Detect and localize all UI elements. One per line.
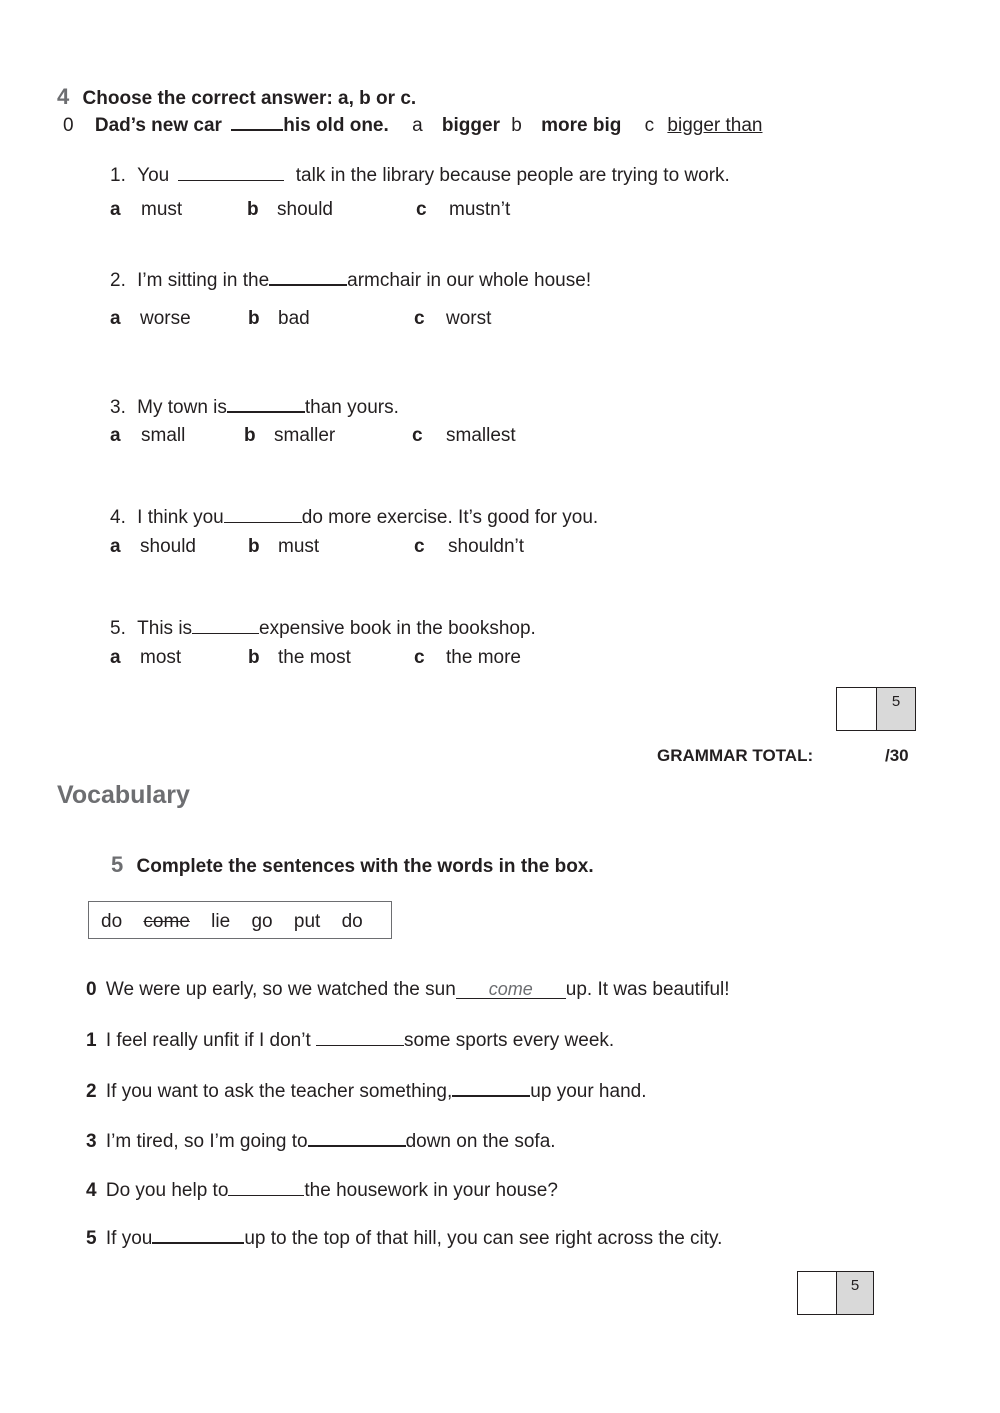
sentence-0-number: 0 xyxy=(86,979,97,1000)
word-do-2: do xyxy=(341,911,363,932)
exercise-4-header xyxy=(57,84,416,110)
sentence-5-blank[interactable] xyxy=(152,1226,244,1244)
question-3 xyxy=(110,395,399,419)
exercise-4-number: 4 xyxy=(57,84,70,109)
question-4-text-after: do more exercise. It’s good for you. xyxy=(301,507,599,528)
example-number: 0 xyxy=(63,115,74,136)
q1-option-b-label: b xyxy=(247,199,259,220)
example-option-a-label: a xyxy=(412,115,423,136)
word-put: put xyxy=(293,911,321,932)
sentence-2 xyxy=(86,1079,646,1103)
q2-option-b[interactable]: bad xyxy=(278,308,310,329)
vocabulary-heading: Vocabulary xyxy=(57,781,190,809)
sentence-5-number: 5 xyxy=(86,1228,97,1249)
sentence-2-number: 2 xyxy=(86,1081,97,1102)
sentence-3-number: 3 xyxy=(86,1131,97,1152)
sentence-0-answer: come xyxy=(456,980,566,999)
question-5 xyxy=(110,617,536,640)
question-1-text-after: talk in the library because people are trying to work. xyxy=(295,165,730,186)
q5-option-a[interactable]: most xyxy=(140,647,182,668)
exercise-4-score-box xyxy=(836,687,916,731)
q5-option-c[interactable]: the more xyxy=(446,647,521,668)
sentence-2-before: If you want to ask the teacher something, xyxy=(105,1081,453,1102)
q3-option-a-label: a xyxy=(110,425,121,446)
q1-option-b[interactable]: should xyxy=(277,199,333,220)
word-lie: lie xyxy=(211,911,231,932)
example-option-b: more big xyxy=(541,115,622,136)
q4-option-a[interactable]: should xyxy=(140,536,196,557)
q2-option-a[interactable]: worse xyxy=(140,308,191,329)
score-max: 5 xyxy=(876,688,915,730)
question-3-blank[interactable] xyxy=(227,395,305,413)
example-option-c-answer: bigger than xyxy=(667,115,763,136)
question-3-text-before: My town is xyxy=(137,397,227,418)
example-blank xyxy=(231,113,283,131)
sentence-2-after: up your hand. xyxy=(530,1081,647,1102)
sentence-1-number: 1 xyxy=(86,1030,97,1051)
question-5-blank[interactable] xyxy=(192,617,259,634)
question-3-number: 3. xyxy=(110,397,126,418)
example-option-c-label: c xyxy=(644,115,655,136)
question-1-text-before: You xyxy=(137,165,170,186)
word-come-crossed: come xyxy=(143,911,190,932)
example-option-a: bigger xyxy=(441,115,500,136)
sentence-1-after: some sports every week. xyxy=(404,1030,615,1051)
q3-option-c-label: c xyxy=(412,425,423,446)
sentence-0 xyxy=(86,979,730,1001)
q5-option-c-label: c xyxy=(414,647,425,668)
word-do-1: do xyxy=(101,911,123,932)
word-box xyxy=(88,901,392,939)
question-2-blank[interactable] xyxy=(269,268,347,286)
question-5-text-before: This is xyxy=(137,618,193,639)
question-5-text-after: expensive book in the bookshop. xyxy=(259,618,536,639)
exercise-5-score-box xyxy=(797,1271,874,1315)
q3-option-b[interactable]: smaller xyxy=(274,425,336,446)
score-entry-cell[interactable] xyxy=(837,688,876,730)
example-stem-before: Dad’s new car xyxy=(94,115,222,136)
q2-option-a-label: a xyxy=(110,308,121,329)
sentence-4 xyxy=(86,1179,558,1202)
question-2-number: 2. xyxy=(110,270,126,291)
question-2 xyxy=(110,268,591,292)
q4-option-c[interactable]: shouldn’t xyxy=(448,536,525,557)
sentence-4-number: 4 xyxy=(86,1180,97,1201)
q1-option-a-label: a xyxy=(110,199,121,220)
q3-option-c[interactable]: smallest xyxy=(446,425,516,446)
question-4-blank[interactable] xyxy=(224,506,302,523)
q4-option-a-label: a xyxy=(110,536,121,557)
exercise-5-instruction: Complete the sentences with the words in the box. xyxy=(136,856,594,877)
question-5-number: 5. xyxy=(110,618,126,639)
sentence-4-after: the housework in your house? xyxy=(304,1180,558,1201)
grammar-total-label: GRAMMAR TOTAL: xyxy=(657,746,814,765)
sentence-5-after: up to the top of that hill, you can see right across the city. xyxy=(244,1228,723,1249)
q1-option-c[interactable]: mustn’t xyxy=(449,199,511,220)
exercise-5-number: 5 xyxy=(111,852,124,877)
sentence-1-blank[interactable] xyxy=(316,1029,404,1046)
q1-option-c-label: c xyxy=(416,199,427,220)
q2-option-b-label: b xyxy=(248,308,260,329)
question-3-text-after: than yours. xyxy=(304,397,399,418)
q5-option-b-label: b xyxy=(248,647,260,668)
q5-option-b[interactable]: the most xyxy=(278,647,351,668)
sentence-3-before: I’m tired, so I’m going to xyxy=(105,1131,308,1152)
sentence-4-before: Do you help to xyxy=(105,1180,229,1201)
q2-option-c[interactable]: worst xyxy=(446,308,492,329)
q3-option-b-label: b xyxy=(244,425,256,446)
question-4-number: 4. xyxy=(110,507,126,528)
sentence-3-blank[interactable] xyxy=(308,1129,406,1147)
example-question xyxy=(63,113,763,137)
q4-option-b[interactable]: must xyxy=(278,536,320,557)
sentence-0-before: We were up early, so we watched the sun xyxy=(105,979,456,1000)
exercise-4-instruction: Choose the correct answer: a, b or c. xyxy=(82,88,417,109)
q5-option-a-label: a xyxy=(110,647,121,668)
score-entry-cell[interactable] xyxy=(798,1272,836,1314)
q2-option-c-label: c xyxy=(414,308,425,329)
sentence-5-before: If you xyxy=(105,1228,153,1249)
question-4-text-before: I think you xyxy=(137,507,224,528)
sentence-2-blank[interactable] xyxy=(452,1079,530,1097)
sentence-5 xyxy=(86,1226,722,1250)
word-go: go xyxy=(251,911,273,932)
question-2-text-before: I’m sitting in the xyxy=(137,270,270,291)
question-1-blank[interactable] xyxy=(178,164,284,181)
sentence-4-blank[interactable] xyxy=(228,1179,304,1196)
question-4 xyxy=(110,506,598,529)
sentence-0-after: up. It was beautiful! xyxy=(565,979,730,1000)
sentence-1 xyxy=(86,1029,614,1052)
grammar-total-max: /30 xyxy=(885,746,909,765)
q4-option-c-label: c xyxy=(414,536,425,557)
sentence-1-before: I feel really unfit if I don’t xyxy=(105,1030,311,1051)
question-1-number: 1. xyxy=(110,165,126,186)
question-2-text-after: armchair in our whole house! xyxy=(347,270,592,291)
sentence-3-after: down on the sofa. xyxy=(405,1131,556,1152)
q1-option-a[interactable]: must xyxy=(141,199,183,220)
exercise-5-header xyxy=(111,852,594,878)
q3-option-a[interactable]: small xyxy=(141,425,186,446)
question-1 xyxy=(110,164,730,187)
example-option-b-label: b xyxy=(511,115,522,136)
example-stem-after: his old one. xyxy=(283,115,389,136)
sentence-3 xyxy=(86,1129,556,1153)
q4-option-b-label: b xyxy=(248,536,260,557)
score-max: 5 xyxy=(836,1272,873,1314)
